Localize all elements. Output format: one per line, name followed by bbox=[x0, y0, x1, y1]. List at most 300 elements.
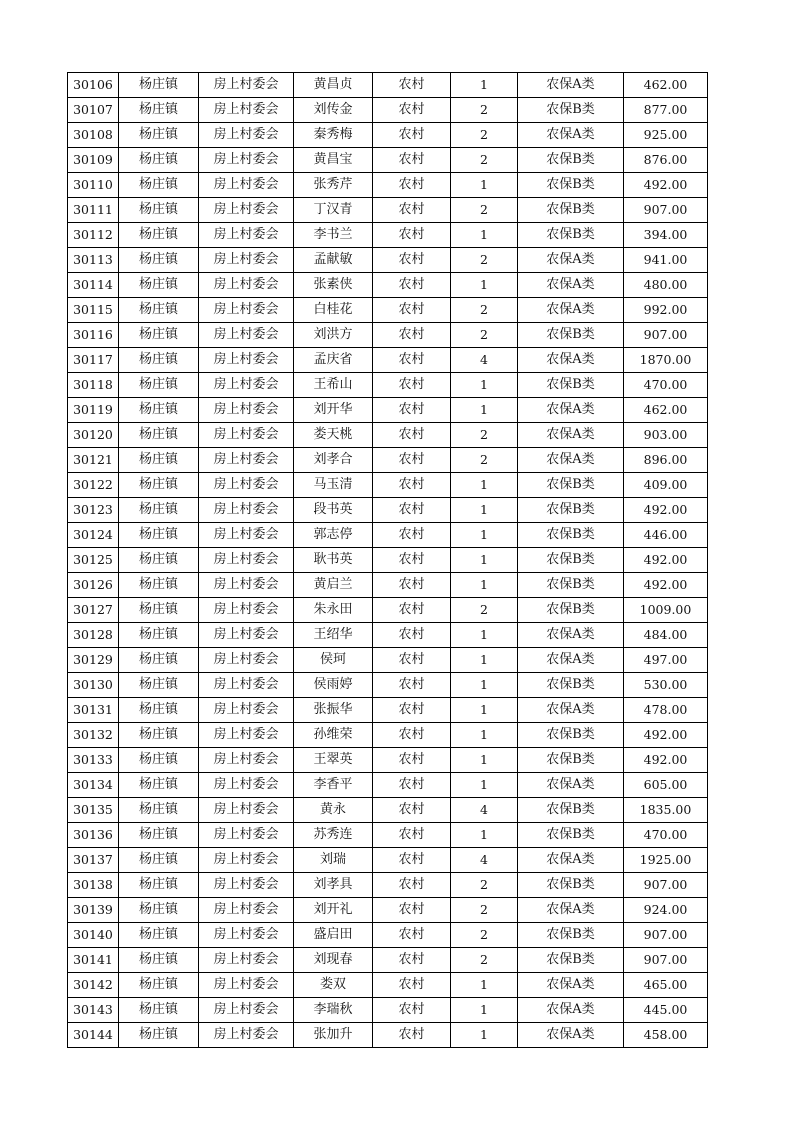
village-committee-cell: 房上村委会 bbox=[199, 473, 294, 498]
household-type-cell: 农村 bbox=[373, 748, 451, 773]
household-size-cell: 2 bbox=[451, 98, 518, 123]
category-cell: 农保A类 bbox=[518, 1023, 624, 1048]
village-committee-cell: 房上村委会 bbox=[199, 623, 294, 648]
household-type-cell: 农村 bbox=[373, 573, 451, 598]
name-cell: 白桂花 bbox=[294, 298, 373, 323]
town-cell: 杨庄镇 bbox=[119, 848, 199, 873]
record-id-cell: 30128 bbox=[68, 623, 119, 648]
household-size-cell: 1 bbox=[451, 1023, 518, 1048]
amount-cell: 1835.00 bbox=[624, 798, 708, 823]
household-size-cell: 1 bbox=[451, 523, 518, 548]
household-type-cell: 农村 bbox=[373, 648, 451, 673]
amount-cell: 876.00 bbox=[624, 148, 708, 173]
name-cell: 朱永田 bbox=[294, 598, 373, 623]
table-row bbox=[68, 798, 708, 823]
name-cell: 王希山 bbox=[294, 373, 373, 398]
name-cell: 张素侠 bbox=[294, 273, 373, 298]
amount-cell: 492.00 bbox=[624, 723, 708, 748]
household-size-cell: 4 bbox=[451, 848, 518, 873]
town-cell: 杨庄镇 bbox=[119, 573, 199, 598]
name-cell: 黄昌贞 bbox=[294, 73, 373, 98]
record-id-cell: 30132 bbox=[68, 723, 119, 748]
household-type-cell: 农村 bbox=[373, 173, 451, 198]
category-cell: 农保A类 bbox=[518, 698, 624, 723]
household-size-cell: 1 bbox=[451, 173, 518, 198]
amount-cell: 605.00 bbox=[624, 773, 708, 798]
household-type-cell: 农村 bbox=[373, 473, 451, 498]
name-cell: 娄双 bbox=[294, 973, 373, 998]
household-type-cell: 农村 bbox=[373, 698, 451, 723]
village-committee-cell: 房上村委会 bbox=[199, 98, 294, 123]
record-id-cell: 30109 bbox=[68, 148, 119, 173]
amount-cell: 1870.00 bbox=[624, 348, 708, 373]
name-cell: 孙维荣 bbox=[294, 723, 373, 748]
amount-cell: 409.00 bbox=[624, 473, 708, 498]
town-cell: 杨庄镇 bbox=[119, 998, 199, 1023]
name-cell: 李瑞秋 bbox=[294, 998, 373, 1023]
record-id-cell: 30110 bbox=[68, 173, 119, 198]
town-cell: 杨庄镇 bbox=[119, 223, 199, 248]
table-row bbox=[68, 223, 708, 248]
record-id-cell: 30134 bbox=[68, 773, 119, 798]
category-cell: 农保B类 bbox=[518, 523, 624, 548]
table-row bbox=[68, 473, 708, 498]
amount-cell: 497.00 bbox=[624, 648, 708, 673]
table-row bbox=[68, 248, 708, 273]
household-size-cell: 2 bbox=[451, 148, 518, 173]
name-cell: 秦秀梅 bbox=[294, 123, 373, 148]
household-size-cell: 1 bbox=[451, 673, 518, 698]
village-committee-cell: 房上村委会 bbox=[199, 673, 294, 698]
amount-cell: 1925.00 bbox=[624, 848, 708, 873]
household-type-cell: 农村 bbox=[373, 148, 451, 173]
amount-cell: 445.00 bbox=[624, 998, 708, 1023]
name-cell: 孟献敏 bbox=[294, 248, 373, 273]
table-row bbox=[68, 773, 708, 798]
record-id-cell: 30127 bbox=[68, 598, 119, 623]
category-cell: 农保B类 bbox=[518, 473, 624, 498]
household-type-cell: 农村 bbox=[373, 248, 451, 273]
village-committee-cell: 房上村委会 bbox=[199, 348, 294, 373]
category-cell: 农保B类 bbox=[518, 598, 624, 623]
name-cell: 王翠英 bbox=[294, 748, 373, 773]
category-cell: 农保B类 bbox=[518, 948, 624, 973]
household-type-cell: 农村 bbox=[373, 948, 451, 973]
village-committee-cell: 房上村委会 bbox=[199, 73, 294, 98]
household-size-cell: 1 bbox=[451, 723, 518, 748]
record-id-cell: 30129 bbox=[68, 648, 119, 673]
household-size-cell: 1 bbox=[451, 73, 518, 98]
record-id-cell: 30143 bbox=[68, 998, 119, 1023]
household-type-cell: 农村 bbox=[373, 973, 451, 998]
table-row bbox=[68, 923, 708, 948]
table-row bbox=[68, 748, 708, 773]
table-row bbox=[68, 673, 708, 698]
record-id-cell: 30139 bbox=[68, 898, 119, 923]
household-size-cell: 1 bbox=[451, 698, 518, 723]
town-cell: 杨庄镇 bbox=[119, 798, 199, 823]
table-row bbox=[68, 98, 708, 123]
name-cell: 李香平 bbox=[294, 773, 373, 798]
record-id-cell: 30114 bbox=[68, 273, 119, 298]
household-type-cell: 农村 bbox=[373, 898, 451, 923]
village-committee-cell: 房上村委会 bbox=[199, 923, 294, 948]
table-row bbox=[68, 723, 708, 748]
village-committee-cell: 房上村委会 bbox=[199, 773, 294, 798]
village-committee-cell: 房上村委会 bbox=[199, 523, 294, 548]
record-id-cell: 30106 bbox=[68, 73, 119, 98]
household-type-cell: 农村 bbox=[373, 623, 451, 648]
record-id-cell: 30123 bbox=[68, 498, 119, 523]
household-size-cell: 1 bbox=[451, 648, 518, 673]
household-size-cell: 4 bbox=[451, 348, 518, 373]
table-row bbox=[68, 998, 708, 1023]
table-row bbox=[68, 548, 708, 573]
village-committee-cell: 房上村委会 bbox=[199, 198, 294, 223]
name-cell: 娄天桃 bbox=[294, 423, 373, 448]
household-type-cell: 农村 bbox=[373, 873, 451, 898]
village-committee-cell: 房上村委会 bbox=[199, 1023, 294, 1048]
name-cell: 刘孝合 bbox=[294, 448, 373, 473]
category-cell: 农保B类 bbox=[518, 548, 624, 573]
village-committee-cell: 房上村委会 bbox=[199, 548, 294, 573]
table-row bbox=[68, 948, 708, 973]
name-cell: 刘现春 bbox=[294, 948, 373, 973]
category-cell: 农保A类 bbox=[518, 848, 624, 873]
record-id-cell: 30124 bbox=[68, 523, 119, 548]
name-cell: 王绍华 bbox=[294, 623, 373, 648]
name-cell: 耿书英 bbox=[294, 548, 373, 573]
amount-cell: 492.00 bbox=[624, 748, 708, 773]
name-cell: 刘瑞 bbox=[294, 848, 373, 873]
village-committee-cell: 房上村委会 bbox=[199, 448, 294, 473]
household-size-cell: 2 bbox=[451, 448, 518, 473]
household-type-cell: 农村 bbox=[373, 423, 451, 448]
town-cell: 杨庄镇 bbox=[119, 398, 199, 423]
table-row bbox=[68, 348, 708, 373]
table-row bbox=[68, 848, 708, 873]
category-cell: 农保B类 bbox=[518, 723, 624, 748]
household-size-cell: 1 bbox=[451, 623, 518, 648]
amount-cell: 896.00 bbox=[624, 448, 708, 473]
town-cell: 杨庄镇 bbox=[119, 873, 199, 898]
village-committee-cell: 房上村委会 bbox=[199, 148, 294, 173]
household-type-cell: 农村 bbox=[373, 373, 451, 398]
household-type-cell: 农村 bbox=[373, 73, 451, 98]
name-cell: 张秀芹 bbox=[294, 173, 373, 198]
category-cell: 农保A类 bbox=[518, 248, 624, 273]
household-size-cell: 2 bbox=[451, 248, 518, 273]
household-size-cell: 1 bbox=[451, 823, 518, 848]
table-row bbox=[68, 148, 708, 173]
name-cell: 段书英 bbox=[294, 498, 373, 523]
category-cell: 农保A类 bbox=[518, 998, 624, 1023]
table-row bbox=[68, 323, 708, 348]
household-size-cell: 1 bbox=[451, 973, 518, 998]
amount-cell: 877.00 bbox=[624, 98, 708, 123]
table-row bbox=[68, 448, 708, 473]
household-type-cell: 农村 bbox=[373, 448, 451, 473]
category-cell: 农保B类 bbox=[518, 148, 624, 173]
category-cell: 农保A类 bbox=[518, 423, 624, 448]
town-cell: 杨庄镇 bbox=[119, 98, 199, 123]
record-id-cell: 30142 bbox=[68, 973, 119, 998]
town-cell: 杨庄镇 bbox=[119, 273, 199, 298]
town-cell: 杨庄镇 bbox=[119, 598, 199, 623]
table-row bbox=[68, 898, 708, 923]
table-row bbox=[68, 873, 708, 898]
name-cell: 刘传金 bbox=[294, 98, 373, 123]
town-cell: 杨庄镇 bbox=[119, 948, 199, 973]
household-type-cell: 农村 bbox=[373, 98, 451, 123]
record-id-cell: 30136 bbox=[68, 823, 119, 848]
household-type-cell: 农村 bbox=[373, 998, 451, 1023]
amount-cell: 492.00 bbox=[624, 498, 708, 523]
name-cell: 刘开礼 bbox=[294, 898, 373, 923]
table-row bbox=[68, 273, 708, 298]
household-type-cell: 农村 bbox=[373, 673, 451, 698]
name-cell: 盛启田 bbox=[294, 923, 373, 948]
category-cell: 农保A类 bbox=[518, 398, 624, 423]
amount-cell: 924.00 bbox=[624, 898, 708, 923]
household-size-cell: 1 bbox=[451, 573, 518, 598]
amount-cell: 462.00 bbox=[624, 398, 708, 423]
table-row bbox=[68, 398, 708, 423]
amount-cell: 907.00 bbox=[624, 198, 708, 223]
name-cell: 李书兰 bbox=[294, 223, 373, 248]
household-size-cell: 2 bbox=[451, 948, 518, 973]
village-committee-cell: 房上村委会 bbox=[199, 373, 294, 398]
record-id-cell: 30138 bbox=[68, 873, 119, 898]
village-committee-cell: 房上村委会 bbox=[199, 698, 294, 723]
village-committee-cell: 房上村委会 bbox=[199, 723, 294, 748]
household-type-cell: 农村 bbox=[373, 923, 451, 948]
table-row bbox=[68, 173, 708, 198]
amount-cell: 530.00 bbox=[624, 673, 708, 698]
record-id-cell: 30115 bbox=[68, 298, 119, 323]
household-type-cell: 农村 bbox=[373, 773, 451, 798]
record-id-cell: 30107 bbox=[68, 98, 119, 123]
category-cell: 农保B类 bbox=[518, 873, 624, 898]
document-table-container bbox=[67, 72, 707, 1048]
record-id-cell: 30122 bbox=[68, 473, 119, 498]
household-size-cell: 2 bbox=[451, 298, 518, 323]
amount-cell: 484.00 bbox=[624, 623, 708, 648]
household-type-cell: 农村 bbox=[373, 798, 451, 823]
category-cell: 农保A类 bbox=[518, 298, 624, 323]
household-type-cell: 农村 bbox=[373, 223, 451, 248]
household-type-cell: 农村 bbox=[373, 323, 451, 348]
amount-cell: 907.00 bbox=[624, 948, 708, 973]
household-size-cell: 1 bbox=[451, 398, 518, 423]
village-committee-cell: 房上村委会 bbox=[199, 273, 294, 298]
household-size-cell: 1 bbox=[451, 998, 518, 1023]
category-cell: 农保B类 bbox=[518, 573, 624, 598]
village-committee-cell: 房上村委会 bbox=[199, 848, 294, 873]
household-type-cell: 农村 bbox=[373, 523, 451, 548]
town-cell: 杨庄镇 bbox=[119, 323, 199, 348]
amount-cell: 478.00 bbox=[624, 698, 708, 723]
category-cell: 农保B类 bbox=[518, 923, 624, 948]
category-cell: 农保B类 bbox=[518, 98, 624, 123]
town-cell: 杨庄镇 bbox=[119, 648, 199, 673]
town-cell: 杨庄镇 bbox=[119, 923, 199, 948]
category-cell: 农保B类 bbox=[518, 223, 624, 248]
amount-cell: 462.00 bbox=[624, 73, 708, 98]
category-cell: 农保A类 bbox=[518, 898, 624, 923]
record-id-cell: 30135 bbox=[68, 798, 119, 823]
category-cell: 农保B类 bbox=[518, 748, 624, 773]
record-id-cell: 30130 bbox=[68, 673, 119, 698]
name-cell: 侯雨婷 bbox=[294, 673, 373, 698]
village-committee-cell: 房上村委会 bbox=[199, 948, 294, 973]
category-cell: 农保A类 bbox=[518, 73, 624, 98]
town-cell: 杨庄镇 bbox=[119, 673, 199, 698]
record-id-cell: 30119 bbox=[68, 398, 119, 423]
amount-cell: 907.00 bbox=[624, 923, 708, 948]
household-type-cell: 农村 bbox=[373, 273, 451, 298]
village-committee-cell: 房上村委会 bbox=[199, 423, 294, 448]
amount-cell: 492.00 bbox=[624, 173, 708, 198]
category-cell: 农保A类 bbox=[518, 448, 624, 473]
name-cell: 刘孝具 bbox=[294, 873, 373, 898]
household-size-cell: 1 bbox=[451, 473, 518, 498]
town-cell: 杨庄镇 bbox=[119, 248, 199, 273]
table-body bbox=[68, 73, 708, 1048]
record-id-cell: 30108 bbox=[68, 123, 119, 148]
record-id-cell: 30117 bbox=[68, 348, 119, 373]
town-cell: 杨庄镇 bbox=[119, 698, 199, 723]
table-row bbox=[68, 373, 708, 398]
town-cell: 杨庄镇 bbox=[119, 548, 199, 573]
amount-cell: 492.00 bbox=[624, 573, 708, 598]
record-id-cell: 30112 bbox=[68, 223, 119, 248]
household-type-cell: 农村 bbox=[373, 348, 451, 373]
household-size-cell: 2 bbox=[451, 898, 518, 923]
town-cell: 杨庄镇 bbox=[119, 298, 199, 323]
amount-cell: 941.00 bbox=[624, 248, 708, 273]
town-cell: 杨庄镇 bbox=[119, 773, 199, 798]
record-id-cell: 30125 bbox=[68, 548, 119, 573]
table-row bbox=[68, 73, 708, 98]
amount-cell: 470.00 bbox=[624, 823, 708, 848]
town-cell: 杨庄镇 bbox=[119, 1023, 199, 1048]
name-cell: 刘开华 bbox=[294, 398, 373, 423]
village-committee-cell: 房上村委会 bbox=[199, 998, 294, 1023]
household-size-cell: 1 bbox=[451, 773, 518, 798]
category-cell: 农保A类 bbox=[518, 648, 624, 673]
town-cell: 杨庄镇 bbox=[119, 198, 199, 223]
record-id-cell: 30121 bbox=[68, 448, 119, 473]
category-cell: 农保A类 bbox=[518, 273, 624, 298]
village-committee-cell: 房上村委会 bbox=[199, 223, 294, 248]
category-cell: 农保A类 bbox=[518, 623, 624, 648]
record-id-cell: 30141 bbox=[68, 948, 119, 973]
household-size-cell: 2 bbox=[451, 123, 518, 148]
category-cell: 农保B类 bbox=[518, 798, 624, 823]
household-size-cell: 1 bbox=[451, 373, 518, 398]
name-cell: 张振华 bbox=[294, 698, 373, 723]
name-cell: 郭志停 bbox=[294, 523, 373, 548]
household-size-cell: 2 bbox=[451, 198, 518, 223]
record-id-cell: 30144 bbox=[68, 1023, 119, 1048]
table-row bbox=[68, 623, 708, 648]
name-cell: 黄永 bbox=[294, 798, 373, 823]
town-cell: 杨庄镇 bbox=[119, 748, 199, 773]
household-type-cell: 农村 bbox=[373, 548, 451, 573]
household-size-cell: 1 bbox=[451, 273, 518, 298]
town-cell: 杨庄镇 bbox=[119, 523, 199, 548]
record-id-cell: 30120 bbox=[68, 423, 119, 448]
amount-cell: 1009.00 bbox=[624, 598, 708, 623]
name-cell: 侯珂 bbox=[294, 648, 373, 673]
village-committee-cell: 房上村委会 bbox=[199, 398, 294, 423]
table-row bbox=[68, 423, 708, 448]
village-committee-cell: 房上村委会 bbox=[199, 873, 294, 898]
village-committee-cell: 房上村委会 bbox=[199, 973, 294, 998]
category-cell: 农保A类 bbox=[518, 123, 624, 148]
household-size-cell: 1 bbox=[451, 223, 518, 248]
amount-cell: 394.00 bbox=[624, 223, 708, 248]
category-cell: 农保B类 bbox=[518, 373, 624, 398]
village-committee-cell: 房上村委会 bbox=[199, 173, 294, 198]
village-committee-cell: 房上村委会 bbox=[199, 498, 294, 523]
category-cell: 农保B类 bbox=[518, 823, 624, 848]
table-row bbox=[68, 198, 708, 223]
village-committee-cell: 房上村委会 bbox=[199, 748, 294, 773]
household-type-cell: 农村 bbox=[373, 498, 451, 523]
household-type-cell: 农村 bbox=[373, 598, 451, 623]
town-cell: 杨庄镇 bbox=[119, 73, 199, 98]
amount-cell: 907.00 bbox=[624, 873, 708, 898]
table-row bbox=[68, 973, 708, 998]
record-id-cell: 30137 bbox=[68, 848, 119, 873]
town-cell: 杨庄镇 bbox=[119, 473, 199, 498]
village-committee-cell: 房上村委会 bbox=[199, 798, 294, 823]
town-cell: 杨庄镇 bbox=[119, 123, 199, 148]
amount-cell: 903.00 bbox=[624, 423, 708, 448]
household-size-cell: 2 bbox=[451, 423, 518, 448]
category-cell: 农保B类 bbox=[518, 673, 624, 698]
household-size-cell: 2 bbox=[451, 873, 518, 898]
name-cell: 丁汉青 bbox=[294, 198, 373, 223]
record-id-cell: 30116 bbox=[68, 323, 119, 348]
name-cell: 黄启兰 bbox=[294, 573, 373, 598]
household-size-cell: 4 bbox=[451, 798, 518, 823]
village-committee-cell: 房上村委会 bbox=[199, 298, 294, 323]
village-committee-cell: 房上村委会 bbox=[199, 648, 294, 673]
town-cell: 杨庄镇 bbox=[119, 173, 199, 198]
town-cell: 杨庄镇 bbox=[119, 823, 199, 848]
name-cell: 刘洪方 bbox=[294, 323, 373, 348]
town-cell: 杨庄镇 bbox=[119, 148, 199, 173]
town-cell: 杨庄镇 bbox=[119, 448, 199, 473]
category-cell: 农保B类 bbox=[518, 498, 624, 523]
town-cell: 杨庄镇 bbox=[119, 498, 199, 523]
town-cell: 杨庄镇 bbox=[119, 373, 199, 398]
village-committee-cell: 房上村委会 bbox=[199, 123, 294, 148]
name-cell: 苏秀连 bbox=[294, 823, 373, 848]
household-size-cell: 1 bbox=[451, 498, 518, 523]
town-cell: 杨庄镇 bbox=[119, 623, 199, 648]
welfare-roster-table bbox=[67, 72, 708, 1048]
record-id-cell: 30131 bbox=[68, 698, 119, 723]
table-row bbox=[68, 698, 708, 723]
town-cell: 杨庄镇 bbox=[119, 423, 199, 448]
household-size-cell: 2 bbox=[451, 923, 518, 948]
household-size-cell: 2 bbox=[451, 323, 518, 348]
record-id-cell: 30118 bbox=[68, 373, 119, 398]
